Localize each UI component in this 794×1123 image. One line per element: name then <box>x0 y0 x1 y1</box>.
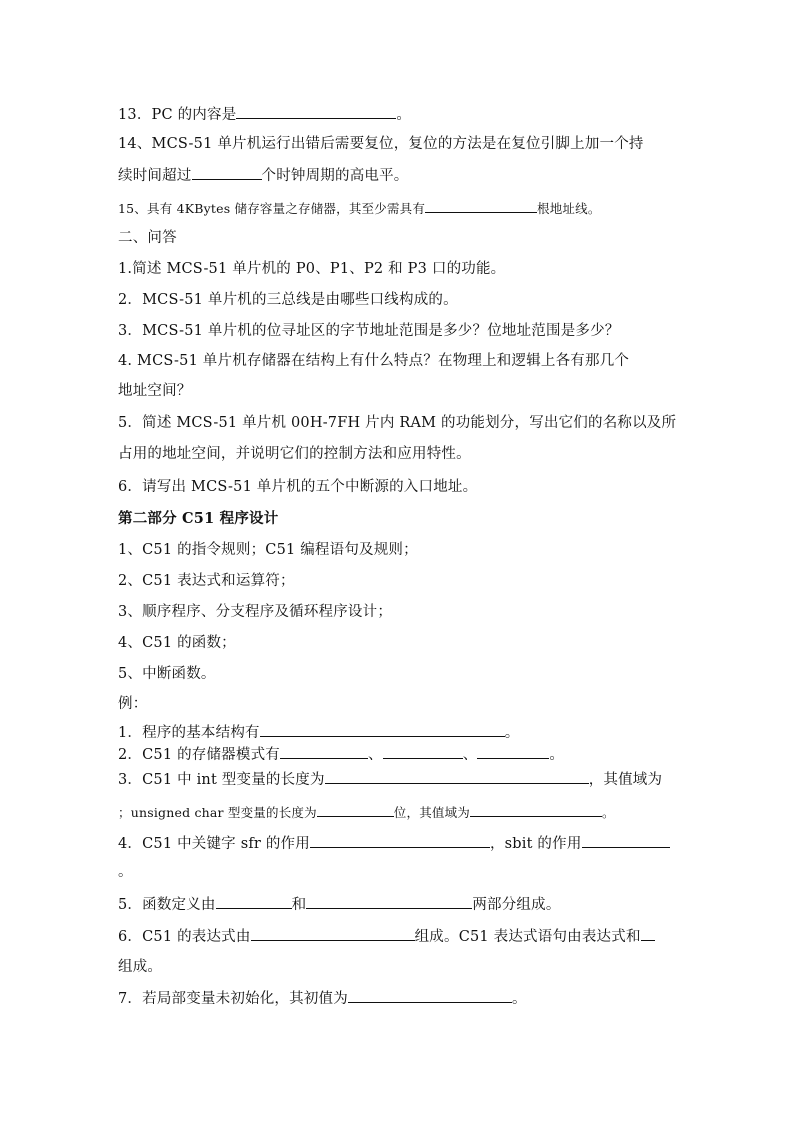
q14-text: 续时间超过 <box>118 168 192 184</box>
example-7 <box>118 987 527 1009</box>
q14-end: 个时钟周期的高电平。 <box>261 168 409 184</box>
e5-mid: 和 <box>291 897 307 913</box>
e3-end: ，其值域为 <box>588 772 663 788</box>
topic-2: 2、C51 表达式和运算符； <box>118 573 295 589</box>
e3-blank-1[interactable] <box>325 768 589 784</box>
question-13 <box>118 103 411 125</box>
e7-blank[interactable] <box>348 987 512 1003</box>
e7-text: 7．若局部变量未初始化，其初值为 <box>118 991 348 1007</box>
e1-end: 。 <box>504 725 520 741</box>
e6-blank-1[interactable] <box>251 925 415 941</box>
example-3-cont <box>118 801 615 823</box>
e4-mid: ，sbit 的作用 <box>489 836 582 852</box>
e5-blank-2[interactable] <box>306 893 472 909</box>
e3b-blank-1[interactable] <box>317 801 394 817</box>
question-14-line1: 14、MCS-51 单片机运行出错后需要复位，复位的方法是在复位引脚上加一个持 <box>118 136 644 152</box>
e4-blank-2[interactable] <box>582 832 670 848</box>
example-4 <box>118 832 670 854</box>
e4-blank-1[interactable] <box>310 832 490 848</box>
q15-text: 15、具有 4KBytes 储存容量之存储器，其至少需具有 <box>118 201 426 216</box>
e3b-mid: 位，其值域为 <box>393 805 470 820</box>
question-15 <box>118 197 601 219</box>
e2-sep-1: 、 <box>367 747 383 763</box>
e7-end: 。 <box>511 991 527 1007</box>
e6-mid: 组成。C51 表达式语句由表达式和 <box>414 929 641 945</box>
e2-sep-2: 、 <box>462 747 478 763</box>
topic-5: 5、中断函数。 <box>118 666 216 682</box>
topic-4: 4、C51 的函数； <box>118 635 236 651</box>
e4-text: 4．C51 中关键字 sfr 的作用 <box>118 836 310 852</box>
example-6-cont: 组成。 <box>118 959 163 975</box>
e5-blank-1[interactable] <box>216 893 292 909</box>
q13-blank[interactable] <box>236 103 396 119</box>
qa-item-6: 6．请写出 MCS-51 单片机的五个中断源的入口地址。 <box>118 479 478 495</box>
e5-end: 两部分组成。 <box>472 897 561 913</box>
e2-end: 。 <box>549 747 565 763</box>
qa-item-5-cont: 占用的地址空间，并说明它们的控制方法和应用特性。 <box>118 446 471 462</box>
e2-blank-2[interactable] <box>383 743 463 759</box>
e3b-end: 。 <box>602 805 615 820</box>
e2-blank-1[interactable] <box>280 743 368 759</box>
qa-item-2: 2．MCS-51 单片机的三总线是由哪些口线构成的。 <box>118 292 458 308</box>
example-4-cont: 。 <box>118 864 133 880</box>
e3b-blank-2[interactable] <box>470 801 602 817</box>
topic-3: 3、顺序程序、分支程序及循环程序设计； <box>118 604 393 620</box>
e6-blank-2[interactable] <box>641 925 655 941</box>
example-5 <box>118 893 561 915</box>
qa-item-4-cont: 地址空间？ <box>118 383 192 399</box>
e1-blank[interactable] <box>260 721 505 737</box>
qa-item-1: 1.简述 MCS-51 单片机的 P0、P1、P2 和 P3 口的功能。 <box>118 261 506 277</box>
e2-text: 2．C51 的存储器模式有 <box>118 747 280 763</box>
e1-text: 1．程序的基本结构有 <box>118 725 260 741</box>
example-label: 例： <box>118 696 148 712</box>
qa-item-5: 5．简述 MCS-51 单片机 00H-7FH 片内 RAM 的功能划分，写出它们的名称以及所 <box>118 415 677 431</box>
example-2 <box>118 743 564 765</box>
topic-1: 1、C51 的指令规则；C51 编程语句及规则； <box>118 542 418 558</box>
q15-end: 根地址线。 <box>537 201 601 216</box>
q15-blank[interactable] <box>425 197 537 213</box>
example-3 <box>118 768 662 790</box>
section-2-title: 二、问答 <box>118 230 177 246</box>
qa-item-4: 4. MCS-51 单片机存储器在结构上有什么特点？在物理上和逻辑上各有那几个 <box>118 353 630 369</box>
q13-end: 。 <box>396 107 412 123</box>
example-1 <box>118 721 519 743</box>
q13-text: 13．PC 的内容是 <box>118 107 237 123</box>
question-14-line2 <box>118 164 409 186</box>
part-2-title: 第二部分 C51 程序设计 <box>118 510 279 527</box>
e3-text: 3．C51 中 int 型变量的长度为 <box>118 772 325 788</box>
e3b-text: ；unsigned char 型变量的长度为 <box>118 805 317 820</box>
e5-text: 5．函数定义由 <box>118 897 216 913</box>
e2-blank-3[interactable] <box>477 743 549 759</box>
q14-blank[interactable] <box>192 164 262 180</box>
e6-text: 6．C51 的表达式由 <box>118 929 251 945</box>
example-6 <box>118 925 655 947</box>
qa-item-3: 3．MCS-51 单片机的位寻址区的字节地址范围是多少？位地址范围是多少？ <box>118 323 620 339</box>
